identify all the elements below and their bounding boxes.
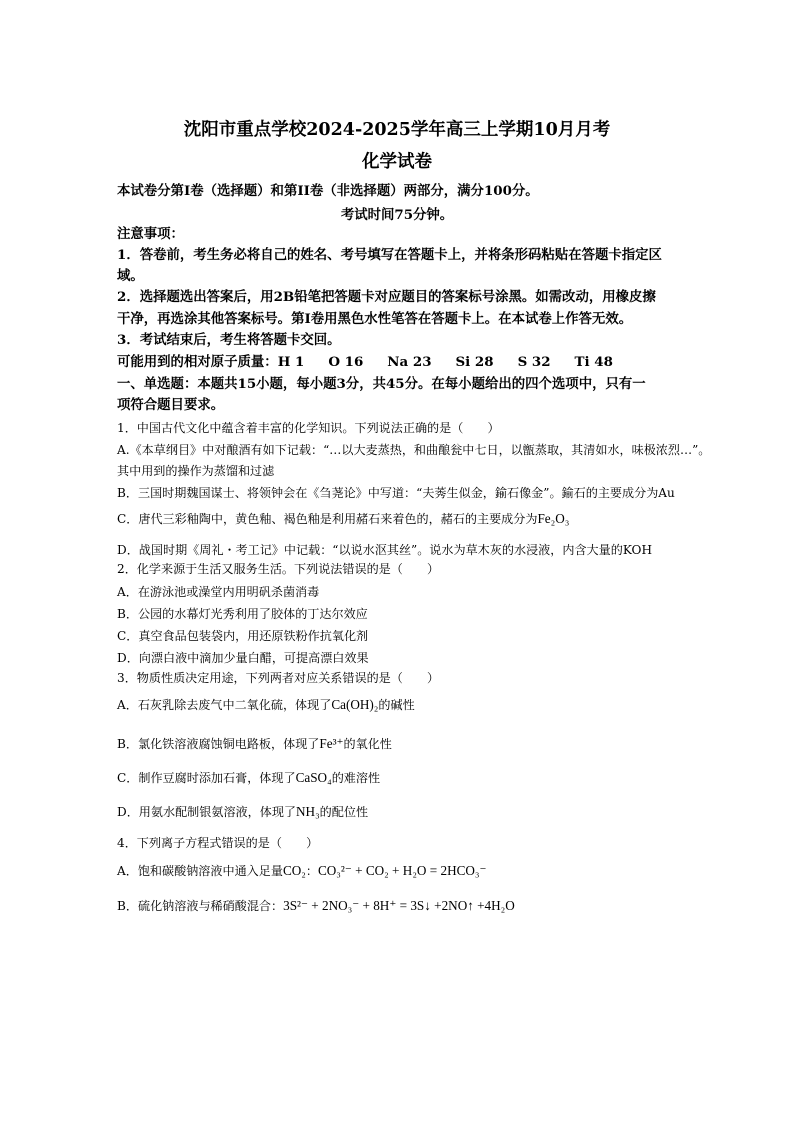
section-heading-cont: 项符合题目要求。 <box>117 397 225 413</box>
question-2-option-d: D．向漂白液中滴加少量白醋，可提高漂白效果 <box>117 651 369 665</box>
atomic-mass-item: H 1 <box>277 354 305 370</box>
atomic-mass-label: 可能用到的相对原子质量： <box>117 354 278 370</box>
atomic-mass-item: Na 23 <box>387 354 432 370</box>
question-1-option-a-cont: 其中用到的操作为蒸馏和过滤 <box>117 464 275 478</box>
question-3-option-d <box>117 804 368 820</box>
question-3-option-b <box>117 736 392 752</box>
option-text: A．石灰乳除去废气中二氧化硫，体现了 <box>117 698 332 712</box>
question-1-stem: 1．中国古代文化中蕴含着丰富的化学知识。下列说法正确的是（ ） <box>117 421 500 435</box>
question-2-stem: 2．化学来源于生活又服务生活。下列说法错误的是（ ） <box>117 562 440 576</box>
option-text: A．饱和碳酸钠溶液中通入足量 <box>117 864 283 878</box>
chem-formula: Fe³⁺ <box>319 736 344 751</box>
option-text: 的碱性 <box>378 698 415 712</box>
chem-formula: CO₂ <box>282 863 306 878</box>
question-1-option-c <box>117 511 569 527</box>
atomic-mass-item: Si 28 <box>455 354 494 370</box>
option-text: C．制作豆腐时添加石膏，体现了 <box>117 771 296 785</box>
page-title: 沈阳市重点学校2024-2025学年高三上学期10月月考 <box>183 120 611 140</box>
option-text: 的配位性 <box>319 805 369 819</box>
option-text: B．硫化钠溶液与稀硝酸混合： <box>117 899 284 913</box>
exam-time: 考试时间75分钟。 <box>340 207 454 223</box>
option-text: 的难溶性 <box>331 771 381 785</box>
question-2-option-c: C．真空食品包装袋内，用还原铁粉作抗氧化剂 <box>117 629 369 643</box>
ionic-equation: CO₃²⁻ + CO₂ + H₂O = 2HCO₃⁻ <box>317 863 487 878</box>
ionic-equation: 3S²⁻ + 2NO₃⁻ + 8H⁺ = 3S↓ +2NO↑ +4H₂O <box>283 898 515 913</box>
note-line: 1．答卷前，考生务必将自己的姓名、考号填写在答题卡上，并将条形码粘贴在答题卡指定区 <box>117 247 662 263</box>
chem-formula: NH₃ <box>296 804 320 819</box>
option-text: D．用氨水配制银氨溶液，体现了 <box>117 805 297 819</box>
page-subtitle: 化学试卷 <box>362 152 432 172</box>
question-2-option-a: A．在游泳池或澡堂内用明矾杀菌消毒 <box>117 585 320 599</box>
option-text: B．氯化铁溶液腐蚀铜电路板，体现了 <box>117 737 320 751</box>
option-text: 的氧化性 <box>343 737 392 751</box>
question-1-option-d: D．战国时期《周礼・考工记》中记载：“以说水沤其丝”。说水为草木灰的水浸液，内含大量的KOH <box>117 543 652 557</box>
atomic-mass-line <box>117 354 613 370</box>
chem-formula: Ca(OH)₂ <box>331 697 379 712</box>
notes-heading: 注意事项： <box>117 226 184 242</box>
note-line: 3．考试结束后，考生将答题卡交回。 <box>117 332 341 348</box>
intro-text: 本试卷分第I卷（选择题）和第II卷（非选择题）两部分，满分100分。 <box>117 183 539 199</box>
question-3-option-a <box>117 697 415 713</box>
question-4-option-b <box>117 898 515 914</box>
note-line: 域。 <box>117 268 144 284</box>
section-heading: 一、单选题：本题共15小题，每小题3分，共45分。在每小题给出的四个选项中，只有一 <box>117 376 646 392</box>
question-1-option-a: A.《本草纲目》中对酿酒有如下记载：“…以大麦蒸热，和曲酿瓮中七日，以甑蒸取，其清如水，味极浓烈…”。 <box>117 443 711 457</box>
question-4-option-a <box>117 863 486 879</box>
note-line: 2．选择题选出答案后，用2B铅笔把答题卡对应题目的答案标号涂黑。如需改动，用橡皮擦 <box>117 289 656 305</box>
chem-formula: Fe₂O₃ <box>537 511 570 526</box>
atomic-mass-item: Ti 48 <box>574 354 613 370</box>
atomic-mass-item: S 32 <box>517 354 551 370</box>
question-3-option-c <box>117 770 380 786</box>
question-4-stem: 4．下列离子方程式错误的是（ ） <box>117 836 319 850</box>
question-2-option-b: B．公园的水幕灯光秀利用了胶体的丁达尔效应 <box>117 607 368 621</box>
option-text: C．唐代三彩釉陶中，黄色釉、褐色釉是利用赭石来着色的，赭石的主要成分为 <box>117 512 538 526</box>
atomic-mass-item: O 16 <box>328 354 364 370</box>
option-text: ： <box>305 864 318 878</box>
chem-formula: CaSO₄ <box>295 770 332 785</box>
question-3-stem: 3．物质性质决定用途，下列两者对应关系错误的是（ ） <box>117 671 440 685</box>
note-line: 干净，再选涂其他答案标号。第I卷用黑色水性笔答在答题卡上。在本试卷上作答无效。 <box>117 311 633 327</box>
question-1-option-b: B．三国时期魏国谋士、将领钟会在《刍荛论》中写道：“夫莠生似金，鍮石像金”。鍮石的主要成分为Au <box>117 486 675 500</box>
